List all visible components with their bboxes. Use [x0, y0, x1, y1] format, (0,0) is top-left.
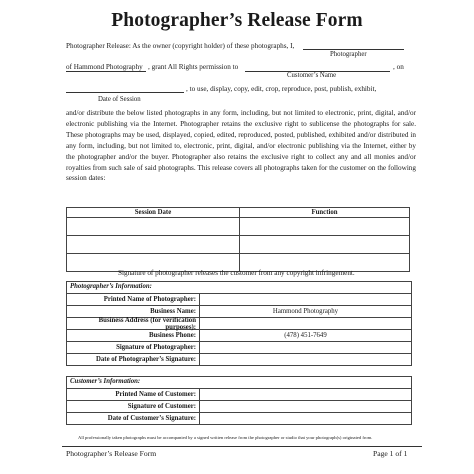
footer-page-number: Page 1 of 1	[373, 449, 408, 458]
info-row	[67, 401, 411, 413]
info-row	[67, 342, 411, 354]
session-date-cell[interactable]	[67, 236, 240, 254]
usage-text: , to use, display, copy, edit, crop, reproduce, post, publish, exhibit,	[186, 85, 377, 93]
session-caption: Date of Session	[98, 96, 141, 103]
session-table	[66, 207, 410, 272]
release-paragraph	[66, 108, 416, 184]
field-label: Signature of Customer:	[67, 401, 200, 412]
field-label: Business Phone:	[67, 330, 200, 341]
field-label: Printed Name of Customer:	[67, 389, 200, 400]
footer-divider	[62, 446, 422, 447]
function-cell[interactable]	[240, 236, 410, 254]
info-row	[67, 330, 411, 342]
col-function: Function	[240, 208, 410, 218]
grant-text: , grant All Rights permission to	[148, 63, 239, 71]
session-date-cell[interactable]	[67, 218, 240, 236]
signature-note: Signature of photographer releases the customer from any copyright infringement.	[118, 269, 355, 277]
session-date-blank	[66, 92, 184, 93]
function-cell[interactable]	[240, 218, 410, 236]
field-label: Business Name:	[67, 306, 200, 317]
business-name-field[interactable]: Hammond Photography	[272, 308, 339, 315]
release-paragraph-text: and/or distribute the below listed photographs in any form, including, but not limited to electronic, print, digital, and/or electronic publishing via the Internet. Photographer retains the exclusive right to sublicense the photographs for sale. These photographs may be used, displayed, copied, edited, reproduced, posted, published, exhibited and/or distributed in any form, including, but not limited to, electronic, print, digital, and/or electronic publishing via the Internet, either by the photographer and/or the buyer. Photographer also retains the exclusive right to collect any and all monies and/or royalties from such sale of said photographs. This release covers all photographs taken for the customer on the following session dates:	[66, 109, 416, 183]
intro-text: Photographer Release: As the owner (copyright holder) of these photographs, I,	[66, 42, 295, 50]
photographer-blank	[303, 49, 404, 50]
photographer-info-heading: Photographer’s Information:	[67, 282, 411, 294]
info-row	[67, 413, 411, 424]
fine-print: All professionally taken photographs must be accompanied by a signed written release from the photographer or studio that your photograph(s) originated from.	[78, 435, 373, 440]
table-row	[67, 236, 410, 254]
company-blank	[66, 71, 146, 72]
customer-caption: Customer’s Name	[287, 72, 337, 79]
form-title: Photographer’s Release Form	[111, 10, 363, 31]
col-session-date: Session Date	[67, 208, 240, 218]
field-label: Signature of Photographer:	[67, 342, 200, 353]
info-row	[67, 294, 411, 306]
footer-form-name: Photographer’s Release Form	[66, 449, 157, 458]
photographer-caption: Photographer	[330, 51, 367, 58]
customer-info-heading: Customer’s Information:	[67, 377, 411, 389]
on-text: , on	[393, 63, 404, 71]
info-row	[67, 389, 411, 401]
field-label: Date of Customer’s Signature:	[67, 413, 200, 424]
info-row	[67, 318, 411, 330]
field-label: Date of Photographer’s Signature:	[67, 354, 200, 365]
customer-info-box	[66, 376, 412, 425]
photographer-info-box	[66, 281, 412, 366]
company-name: of Hammond Photography	[66, 63, 143, 71]
info-row	[67, 354, 411, 365]
field-label: Printed Name of Photographer:	[67, 294, 200, 305]
field-label: Business Address (for verification purposes):	[67, 318, 200, 329]
business-phone-field[interactable]: (478) 451-7649	[284, 332, 327, 339]
table-row	[67, 218, 410, 236]
